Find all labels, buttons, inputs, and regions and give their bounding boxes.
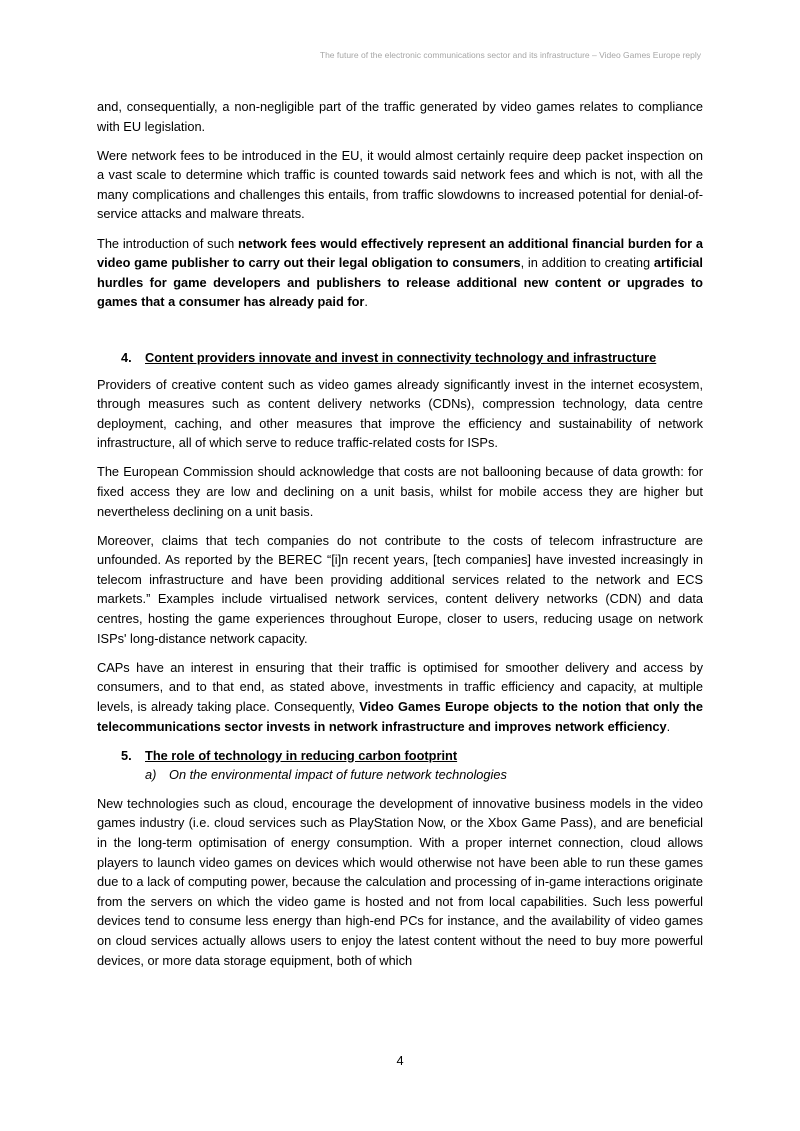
paragraph-6: Moreover, claims that tech companies do not contribute to the costs of telecom infrastructure are unfounded. As reported by the BEREC “[i]n recent years, [tech companies] have invested increasingly in telecom infrastructure and have been providing additional services related to the network and ECS markets.” Examples include virtualised network services, content delivery networks (CDN) and data centres, hosting the game experiences throughout Europe, closer to users, reducing usage on network ISPs' long-distance network capacity. — [97, 532, 703, 646]
subsection-a-heading — [97, 765, 703, 785]
p3-bold-d: artificial hurdles for game developers and publishers to release additional new content or upgrades to games that a consumer has already paid for — [97, 255, 703, 310]
p7-text-c: . — [666, 718, 671, 734]
paragraph-1: and, consequentially, a non-negligible part of the traffic generated by video games relates to compliance with EU legislation. — [97, 99, 703, 134]
page-content — [97, 97, 703, 980]
p7-bold-b: Video Games Europe objects to the notion that only the telecommunications sector invests in network infrastructure and improves network efficiency — [97, 698, 703, 734]
section-4-heading — [97, 348, 703, 368]
section-5-heading — [97, 746, 703, 766]
paragraph-5: The European Commission should acknowledge that costs are not ballooning because of data growth: for fixed access they are low and declining on a unit basis, whilst for mobile access they are higher but nevertheless declining on a unit basis. — [97, 464, 703, 519]
p3-text-e: . — [364, 294, 368, 310]
paragraph-8: New technologies such as cloud, encourage the development of innovative business models in the video games industry (i.e. cloud services such as PlayStation Now, or the Xbox Game Pass), and are beneficial in the long-term optimisation of energy consumption. With a proper internet connection, cloud allows players to launch video games on devices which would otherwise not have been able to run these games due to a lack of computing power, because the calculation and processing of in-game interactions originate from the servers on which the video game is hosted and not from local capabilities. Such less powerful devices tend to consume less energy than high-end PCs for instance, and the availability of video games on cloud services actually allows users to enjoy the latest content without the need to buy more powerful devices, or more data storage equipment, both of which — [97, 795, 703, 968]
section-4-number: 4. — [121, 349, 132, 365]
p3-bold-b: network fees would effectively represent an additional financial burden for a video game publisher to carry out their legal obligation to consumers — [97, 235, 703, 271]
paragraph-2: Were network fees to be introduced in the EU, it would almost certainly require deep packet inspection on a vast scale to determine which traffic is counted towards said network fees and which is not, with all the many complications and challenges this entails, from traffic slowdowns to increased potential for denial-of-service attacks and malware threats. — [97, 147, 703, 222]
section-4-title: Content providers innovate and invest in connectivity technology and infrastructure — [145, 349, 657, 365]
p7-text-a: CAPs have an interest in ensuring that their traffic is optimised for smoother delivery and access by consumers, and to that end, as stated above, investments in traffic efficiency and capacity, at multiple levels, is already taking place. Consequently, — [97, 659, 703, 714]
running-header: The future of the electronic communications sector and its infrastructure – Video Games Europe reply — [319, 50, 701, 60]
p3-text-a: The introduction of such — [97, 235, 238, 251]
paragraph-7 — [97, 658, 703, 736]
subsection-a-letter: a) — [145, 767, 157, 783]
p3-text-c: , in addition to creating — [520, 255, 654, 271]
paragraph-4: Providers of creative content such as video games already significantly invest in the internet ecosystem, through measures such as content delivery networks (CDNs), compression technology, data centre deployment, caching, and other measures that improve the efficiency and sustainability of network infrastructure, all of which serve to reduce traffic-related costs for ISPs. — [97, 376, 703, 451]
subsection-a-title: On the environmental impact of future network technologies — [169, 767, 507, 783]
paragraph-3 — [97, 234, 703, 312]
section-5-title: The role of technology in reducing carbon footprint — [145, 747, 458, 763]
page-number: 4 — [396, 1053, 404, 1068]
section-5-number: 5. — [121, 747, 132, 763]
